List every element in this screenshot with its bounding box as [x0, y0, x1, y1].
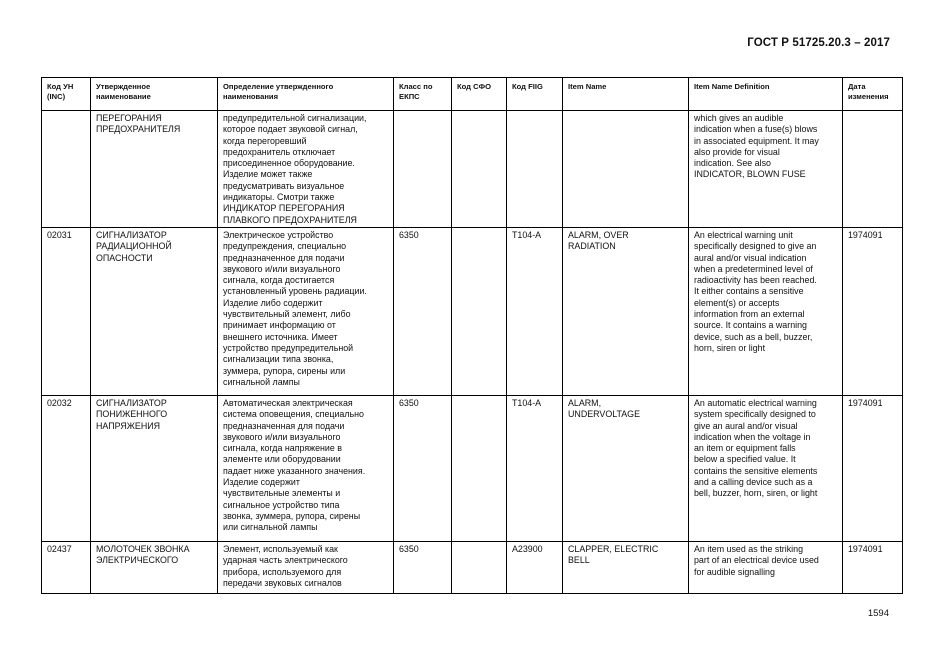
cell-class: 6350: [394, 396, 452, 542]
table-row: [42, 396, 903, 542]
cell-item-name: ALARM, OVER RADIATION: [563, 228, 689, 396]
cell-definition: Автоматическая электрическая система оповещения, специально предназначенная для подачи звукового и/или визуального сигнала, когда напряжение в элементе или оборудовании падает ниже указанного значения. Изделие содержит чувствительные элементы и сигнальное устройство типа звонка, зуммера, рупора, сирены или сигнальной лампы: [218, 396, 394, 542]
cell-sfo: [452, 111, 507, 228]
cell-definition: Элемент, используемый как ударная часть электрического прибора, используемого для передачи звуковых сигналов: [218, 542, 394, 594]
cell-sfo: [452, 396, 507, 542]
cell-date: 1974091: [843, 542, 903, 594]
cell-class: 6350: [394, 542, 452, 594]
col-header-item-name: Item Name: [563, 78, 689, 111]
col-header-inc-code: Код УН (INC): [42, 78, 91, 111]
cell-fiig: T104-A: [507, 396, 563, 542]
cell-definition: предупредительной сигнализации, которое подает звуковой сигнал, когда перегоревший предохранитель отключает присоединенное оборудование. Изделие может также предусматривать визуальное индикаторы. Смотри также ИНДИКАТОР ПЕРЕГОРАНИЯ ПЛАВКОГО ПРЕДОХРАНИТЕЛЯ: [218, 111, 394, 228]
table-header-row: [42, 78, 903, 111]
cell-code: [42, 111, 91, 228]
cell-sfo: [452, 228, 507, 396]
cell-class: 6350: [394, 228, 452, 396]
col-header-sfo-code: Код СФО: [452, 78, 507, 111]
document-standard-number: ГОСТ Р 51725.20.3 – 2017: [747, 37, 890, 49]
cell-code: 02031: [42, 228, 91, 396]
cell-item-definition: which gives an audible indication when a fuse(s) blows in associated equipment. It may also provide for visual indication. See also INDICATOR, BLOWN FUSE: [689, 111, 843, 228]
cell-fiig: T104-A: [507, 228, 563, 396]
cell-class: [394, 111, 452, 228]
catalog-table: [41, 77, 903, 594]
cell-sfo: [452, 542, 507, 594]
cell-item-name: ALARM, UNDERVOLTAGE: [563, 396, 689, 542]
cell-name: СИГНАЛИЗАТОР ПОНИЖЕННОГО НАПРЯЖЕНИЯ: [91, 396, 218, 542]
cell-code: 02437: [42, 542, 91, 594]
cell-item-definition: An item used as the striking part of an electrical device used for audible signalling: [689, 542, 843, 594]
cell-date: [843, 111, 903, 228]
cell-item-definition: An automatic electrical warning system specifically designed to give an aural and/or visual indication when the voltage in an item or equipment falls below a specified value. It contains the sensitive elements and a calling device such as a bell, buzzer, horn, siren, or light: [689, 396, 843, 542]
cell-name: МОЛОТОЧЕК ЗВОНКА ЭЛЕКТРИЧЕСКОГО: [91, 542, 218, 594]
col-header-name-definition: Определение утвержденного наименования: [218, 78, 394, 111]
table-row: [42, 542, 903, 594]
cell-name: ПЕРЕГОРАНИЯ ПРЕДОХРАНИТЕЛЯ: [91, 111, 218, 228]
col-header-fiig-code: Код FIIG: [507, 78, 563, 111]
col-header-ekps-class: Класс по ЕКПС: [394, 78, 452, 111]
page-number: 1594: [867, 608, 889, 619]
cell-code: 02032: [42, 396, 91, 542]
cell-date: 1974091: [843, 396, 903, 542]
cell-item-definition: An electrical warning unit specifically designed to give an aural and/or visual indication when a predetermined level of radioactivity has been reached. It either contains a sensitive element(s) or accepts information from an external source. It contains a warning device, such as a bell, buzzer, horn, siren or light: [689, 228, 843, 396]
cell-name: СИГНАЛИЗАТОР РАДИАЦИОННОЙ ОПАСНОСТИ: [91, 228, 218, 396]
cell-item-name: CLAPPER, ELECTRIC BELL: [563, 542, 689, 594]
table-row: [42, 111, 903, 228]
col-header-item-name-definition: Item Name Definition: [689, 78, 843, 111]
cell-fiig: A23900: [507, 542, 563, 594]
col-header-change-date: Дата изменения: [843, 78, 903, 111]
cell-date: 1974091: [843, 228, 903, 396]
table-row: [42, 228, 903, 396]
col-header-approved-name: Утвержденное наименование: [91, 78, 218, 111]
cell-item-name: [563, 111, 689, 228]
cell-definition: Электрическое устройство предупреждения, специально предназначенное для подачи звукового и/или визуального сигнала, когда достигается установленный уровень радиации. Изделие либо содержит чувствительный элемент, либо принимает информацию от внешнего источника. Имеет устройство предупредительной сигнализации типа звонка, зуммера, рупора, сирены или сигнальной лампы: [218, 228, 394, 396]
cell-fiig: [507, 111, 563, 228]
